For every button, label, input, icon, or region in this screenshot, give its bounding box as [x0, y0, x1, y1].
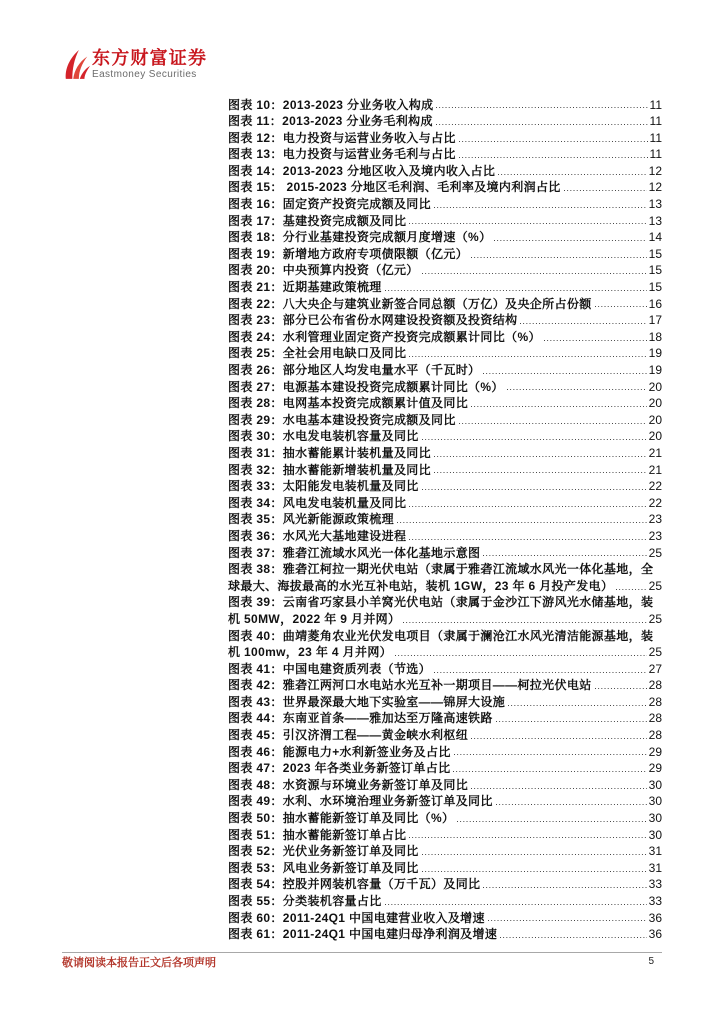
toc-entry-title: 2015-2023 分地区毛利润、毛利率及境内利润占比: [282, 180, 561, 195]
toc-entry[interactable]: [228, 876, 662, 893]
toc-leader-dots: [483, 555, 646, 556]
toc-entry-label: 图表 61：: [228, 927, 283, 942]
toc-entry[interactable]: [228, 296, 662, 313]
toc-entry-page: 31: [648, 844, 662, 859]
toc-entry[interactable]: [228, 130, 662, 147]
toc-entry[interactable]: [228, 312, 662, 329]
toc-entry-label: 图表 43：: [228, 694, 283, 709]
toc-entry-label: 图表 32：: [228, 462, 283, 477]
toc-entry-page: 30: [648, 811, 662, 826]
toc-leader-dots: [409, 837, 646, 838]
toc-entry[interactable]: [228, 146, 662, 163]
toc-leader-dots: [507, 389, 647, 390]
toc-entry-title: 抽水蓄能新增装机量及同比: [282, 462, 431, 477]
toc-leader-dots: [422, 439, 647, 440]
toc-leader-dots: [422, 273, 647, 274]
page-number: 5: [648, 956, 654, 967]
toc-entry[interactable]: [228, 213, 662, 230]
toc-entry-page: 11: [649, 97, 662, 112]
toc-entry-title: 东南亚首条——雅加达至万隆高速铁路: [282, 711, 493, 726]
toc-leader-dots: [595, 306, 647, 307]
toc-entry-title: 电力投资与运营业务收入与占比: [282, 130, 456, 145]
toc-entry-label: 图表 12：: [228, 130, 283, 145]
toc-leader-dots: [483, 887, 646, 888]
toc-entry-title: 云南省巧家县小羊窝光伏电站（隶属于金沙江下游风光水储基地，装: [282, 595, 654, 610]
toc-entry-page: 11: [649, 147, 662, 162]
toc-leader-dots: [494, 240, 646, 241]
toc-entry[interactable]: [228, 445, 662, 462]
toc-entry-title: 2013-2023 分业务毛利构成: [282, 114, 433, 129]
toc-leader-dots: [403, 622, 646, 623]
toc-leader-dots: [457, 821, 646, 822]
toc-entry-title: 水风光大基地建设进程: [282, 528, 407, 543]
toc-entry-page: 29: [648, 761, 662, 776]
toc-entry-page: 13: [648, 213, 662, 228]
toc-entry-title: 水电基本建设投资完成额及同比: [282, 412, 456, 427]
toc-leader-dots: [422, 854, 647, 855]
toc-entry-title: 控股并网装机容量（万千瓦）及同比: [282, 877, 481, 892]
toc-entry[interactable]: [228, 97, 662, 114]
toc-entry-title: 水电发电装机容量及同比: [282, 429, 419, 444]
toc-leader-dots: [409, 506, 646, 507]
toc-entry-title: 部分已公布省份水网建设投资额及投资结构: [282, 313, 518, 328]
toc-entry-label: 图表 27：: [228, 379, 283, 394]
toc-entry-page: 20: [648, 412, 662, 427]
toc-entry-page: 28: [648, 694, 662, 709]
toc-leader-dots: [500, 937, 646, 938]
toc-entry-title: 固定资产投资完成额及同比: [282, 197, 431, 212]
toc-entry[interactable]: [228, 379, 662, 396]
toc-leader-dots: [496, 804, 647, 805]
toc-leader-dots: [459, 423, 647, 424]
toc-entry-label: 图表 47：: [228, 761, 283, 776]
toc-leader-dots: [459, 141, 648, 142]
toc-leader-dots: [453, 771, 646, 772]
toc-entry-label: 图表 38：: [228, 562, 283, 577]
toc-entry-continuation[interactable]: [228, 578, 662, 595]
toc-entry-label: 图表 45：: [228, 728, 283, 743]
toc-entry-page: 25: [648, 645, 662, 660]
toc-entry-page: 36: [648, 927, 662, 942]
toc-entry-page: 33: [648, 894, 662, 908]
toc-entry-title: 2011-24Q1 中国电建营业收入及增速: [282, 910, 485, 925]
toc-entry-page: 20: [648, 429, 662, 444]
toc-leader-dots: [434, 672, 647, 673]
toc-leader-dots: [544, 340, 647, 341]
toc-entry-page: 27: [648, 661, 662, 676]
toc-entry-label: 图表 54：: [228, 877, 283, 892]
toc-entry-title: 2023 年各类业务新签订单占比: [282, 761, 451, 776]
toc-entry[interactable]: [228, 229, 662, 246]
toc-entry-label: 图表 41：: [228, 661, 283, 676]
toc-entry[interactable]: [228, 827, 662, 844]
toc-entry-page: 30: [648, 827, 662, 842]
toc-entry-title: 八大央企与建筑业新签合同总额（万亿）及央企所占份额: [282, 296, 592, 311]
toc-entry[interactable]: [228, 246, 662, 263]
toc-entry-label: 图表 25：: [228, 346, 283, 361]
toc-entry-label: 图表 18：: [228, 230, 283, 245]
toc-leader-dots: [471, 257, 647, 258]
toc-entry-page: 14: [648, 230, 662, 245]
toc-entry-page: 17: [648, 313, 662, 328]
toc-entry[interactable]: [228, 628, 662, 645]
toc-entry[interactable]: [228, 561, 662, 578]
toc-entry-title: 抽水蓄能新签订单及同比（%）: [282, 811, 455, 826]
toc-entry-title: 中央预算内投资（亿元）: [282, 263, 419, 278]
toc-leader-dots: [436, 124, 648, 125]
toc-leader-dots: [422, 489, 647, 490]
toc-entry-label: 图表 31：: [228, 445, 283, 460]
toc-entry-title: 雅砻江柯拉一期光伏电站（隶属于雅砻江流域水风光一体化基地，全: [282, 562, 654, 577]
toc-entry-page: 25: [648, 611, 662, 626]
toc-entry-label: 图表 14：: [228, 163, 283, 178]
toc-entry-title: 分类装机容量占比: [282, 894, 382, 908]
toc-entry-title: 全社会用电缺口及同比: [282, 346, 407, 361]
toc-entry[interactable]: [228, 412, 662, 429]
toc-entry[interactable]: [228, 727, 662, 744]
toc-entry-page: 21: [648, 445, 662, 460]
toc-entry-continuation[interactable]: [228, 644, 662, 661]
toc-entry-page: 22: [648, 495, 662, 510]
toc-leader-dots: [385, 290, 647, 291]
toc-entry-page: 19: [648, 363, 662, 377]
toc-leader-dots: [496, 721, 647, 722]
toc-entry[interactable]: [228, 462, 662, 479]
toc-entry[interactable]: [228, 860, 662, 877]
toc-entry-label: 图表 53：: [228, 860, 283, 875]
toc-entry-title: 风电发电装机量及同比: [282, 495, 407, 510]
toc-entry-label: 图表 11：: [228, 114, 283, 129]
toc-leader-dots: [385, 904, 647, 905]
toc-entry-label: 图表 36：: [228, 528, 283, 543]
toc-entry-title: 分行业基建投资完成额月度增速（%）: [282, 230, 492, 245]
toc-entry-title: 水资源与环境业务新签订单及同比: [282, 777, 469, 792]
toc-entry[interactable]: [228, 163, 662, 180]
toc-entry[interactable]: [228, 893, 662, 910]
toc-entry-label: 图表 35：: [228, 512, 283, 527]
toc-entry[interactable]: [228, 810, 662, 827]
toc-entry-label: 图表 17：: [228, 213, 283, 228]
toc-leader-dots: [483, 373, 646, 374]
toc-entry-title: 世界最深最大地下实验室——锦屏大设施: [282, 694, 506, 709]
toc-entry-label: 图表 22：: [228, 296, 283, 311]
toc-entry-title: 水利、水环境治理业务新签订单及同比: [282, 794, 493, 809]
toc-entry[interactable]: [228, 495, 662, 512]
toc-entry-title: 基建投资完成额及同比: [282, 213, 407, 228]
toc-leader-dots: [434, 456, 647, 457]
toc-entry-page: 16: [648, 296, 662, 311]
toc-entry-title: 雅砻江流域水风光一体化基地示意图: [282, 545, 481, 560]
toc-entry-title: 电力投资与运营业务毛利与占比: [282, 147, 456, 162]
toc-entry-label: 图表 30：: [228, 429, 283, 444]
footer-disclaimer: 敬请阅读本报告正文后各项声明: [62, 957, 216, 969]
toc-entry-title: 抽水蓄能累计装机量及同比: [282, 445, 431, 460]
toc-entry-label: 图表 52：: [228, 844, 283, 859]
toc-entry-title: 2011-24Q1 中国电建归母净利润及增速: [282, 927, 498, 942]
toc-entry-title: 能源电力+水利新签业务及占比: [282, 744, 451, 759]
toc-entry-page: 12: [648, 163, 662, 178]
toc-entry-page: 31: [648, 860, 662, 875]
toc-entry-page: 11: [649, 130, 662, 145]
toc-entry-page: 15: [648, 280, 662, 295]
toc-leader-dots: [434, 207, 647, 208]
toc-entry-label: 图表 13：: [228, 147, 283, 162]
toc-entry-page: 18: [648, 329, 662, 344]
toc-entry[interactable]: [228, 661, 662, 678]
toc-entry[interactable]: [228, 744, 662, 761]
toc-leader-dots: [395, 655, 647, 656]
toc-entry[interactable]: [228, 760, 662, 777]
toc-entry-label: 图表 48：: [228, 777, 283, 792]
toc-leader-dots: [454, 754, 647, 755]
toc-leader-dots: [434, 472, 647, 473]
toc-entry-title: 曲靖菱角农业光伏发电项目（隶属于澜沧江水风光清洁能源基地，装: [282, 628, 654, 643]
toc-entry-label: 图表 19：: [228, 246, 283, 261]
toc-leader-dots: [564, 190, 647, 191]
toc-entry[interactable]: [228, 843, 662, 860]
toc-entry-page: 28: [648, 728, 662, 743]
toc-entry-label: 图表 10：: [228, 97, 283, 112]
toc-entry[interactable]: [228, 926, 662, 943]
toc-entry[interactable]: [228, 262, 662, 279]
toc-entry-label: 图表 29：: [228, 412, 283, 427]
toc-leader-dots: [488, 920, 647, 921]
toc-entry-page: 25: [648, 545, 662, 560]
eastmoney-logo-icon: [63, 48, 91, 80]
toc-entry-label: 图表 46：: [228, 744, 283, 759]
toc-entry-label: 图表 44：: [228, 711, 283, 726]
toc-leader-dots: [471, 788, 647, 789]
toc-entry-label: 图表 49：: [228, 794, 283, 809]
toc-entry-label: 图表 50：: [228, 811, 283, 826]
toc-entry-page: 20: [648, 379, 662, 394]
toc-entry-label: 图表 39：: [228, 595, 283, 610]
toc-leader-dots: [409, 223, 646, 224]
toc-entry-page: 11: [649, 114, 662, 129]
toc-leader-dots: [422, 871, 647, 872]
toc-entry[interactable]: [228, 710, 662, 727]
toc-entry[interactable]: [228, 196, 662, 213]
toc-entry-page: 23: [648, 512, 662, 527]
brand-name-english: Eastmoney Securities: [92, 69, 197, 80]
toc-entry[interactable]: [228, 179, 662, 196]
toc-leader-dots: [616, 589, 646, 590]
toc-entry-title: 光伏业务新签订单及同比: [282, 844, 419, 859]
toc-entry-page: 23: [648, 528, 662, 543]
toc-entry-title: 2013-2023 分业务收入构成: [282, 97, 434, 112]
toc-entry-label: 图表 26：: [228, 363, 283, 377]
toc-entry[interactable]: [228, 345, 662, 362]
toc-entry-page: 19: [648, 346, 662, 361]
toc-entry-page: 15: [648, 263, 662, 278]
toc-entry-page: 30: [648, 777, 662, 792]
toc-entry-title: 中国电建资质列表（节选）: [282, 661, 431, 676]
toc-entry-title: 电源基本建设投资完成额累计同比（%）: [282, 379, 504, 394]
toc-entry-label: 图表 55：: [228, 894, 283, 908]
toc-entry-page: 25: [648, 578, 662, 593]
toc-entry-title: 风电业务新签订单及同比: [282, 860, 419, 875]
toc-entry[interactable]: [228, 528, 662, 545]
toc-entry-label: 图表 51：: [228, 827, 283, 842]
toc-entry-label: 图表 16：: [228, 197, 283, 212]
toc-entry-page: 36: [648, 910, 662, 925]
toc-entry-title: 太阳能发电装机量及同比: [282, 479, 419, 494]
toc-entry[interactable]: [228, 694, 662, 711]
toc-entry-label: 图表 42：: [228, 678, 283, 693]
toc-leader-dots: [508, 705, 647, 706]
toc-entry-label: 图表 37：: [228, 545, 283, 560]
toc-entry[interactable]: [228, 910, 662, 927]
toc-entry-label: 图表 15：: [228, 180, 283, 195]
toc-entry-label: 图表 21：: [228, 280, 283, 295]
toc-entry-label: 图表 33：: [228, 479, 283, 494]
toc-entry[interactable]: [228, 793, 662, 810]
toc-entry[interactable]: [228, 362, 662, 379]
toc-entry-page: 30: [648, 794, 662, 809]
toc-entry-title: 近期基建政策梳理: [282, 280, 382, 295]
toc-entry-page: 13: [648, 197, 662, 212]
toc-entry[interactable]: [228, 511, 662, 528]
brand-logo: [63, 47, 213, 83]
toc-entry-page: 29: [648, 744, 662, 759]
toc-entry-title: 2013-2023 分地区收入及境内收入占比: [282, 163, 496, 178]
toc-entry-label: 图表 23：: [228, 313, 283, 328]
toc-entry-title: 电网基本投资完成额累计值及同比: [282, 396, 469, 411]
toc-entry[interactable]: [228, 279, 662, 296]
toc-entry-title: 水利管理业固定资产投资完成额累计同比（%）: [282, 329, 541, 344]
toc-leader-dots: [520, 323, 646, 324]
toc-entry-page: 33: [648, 877, 662, 892]
toc-leader-dots: [436, 107, 647, 108]
toc-entry-page: 22: [648, 479, 662, 494]
toc-entry-label: 图表 24：: [228, 329, 283, 344]
toc-entry-page: 21: [648, 462, 662, 477]
toc-entry-page: 12: [648, 180, 662, 195]
toc-entry[interactable]: [228, 777, 662, 794]
toc-entry[interactable]: [228, 428, 662, 445]
toc-leader-dots: [595, 688, 647, 689]
toc-entry[interactable]: [228, 594, 662, 611]
toc-leader-dots: [498, 174, 646, 175]
toc-leader-dots: [409, 356, 646, 357]
toc-entry-page: 28: [648, 678, 662, 693]
toc-entry-title: 新增地方政府专项债限额（亿元）: [282, 246, 469, 261]
toc-entry-title: 引汉济渭工程——黄金峡水利枢纽: [282, 728, 469, 743]
toc-entry-page: 15: [648, 246, 662, 261]
toc-entry-page: 20: [648, 396, 662, 411]
toc-entry-label: 图表 34：: [228, 495, 283, 510]
toc-entry[interactable]: [228, 395, 662, 412]
toc-entry-continuation[interactable]: [228, 611, 662, 628]
toc-leader-dots: [471, 738, 647, 739]
toc-entry-label: 图表 40：: [228, 628, 283, 643]
toc-leader-dots: [471, 406, 647, 407]
brand-name-chinese: 东方财富证券: [92, 48, 208, 68]
toc-entry[interactable]: [228, 545, 662, 562]
toc-entry-title: 雅砻江两河口水电站水光互补一期项目——柯拉光伏电站: [282, 678, 592, 693]
toc-entry-label: 图表 28：: [228, 396, 283, 411]
toc-leader-dots: [459, 157, 648, 158]
figure-table-of-contents: [228, 97, 662, 943]
toc-entry[interactable]: [228, 677, 662, 694]
toc-entry-title: 风光新能源政策梳理: [282, 512, 394, 527]
toc-entry-page: 28: [648, 711, 662, 726]
toc-entry[interactable]: [228, 329, 662, 346]
toc-entry-title: 部分地区人均发电量水平（千瓦时）: [282, 363, 481, 377]
toc-entry[interactable]: [228, 113, 662, 130]
toc-entry-label: 图表 20：: [228, 263, 283, 278]
toc-entry-title-continued: 机 100mw，23 年 4 月并网）: [228, 645, 393, 660]
footer-divider: [62, 952, 662, 953]
toc-entry-title-continued: 球最大、海拔最高的水光互补电站，装机 1GW，23 年 6 月投产发电）: [228, 578, 614, 593]
toc-entry-label: 图表 60：: [228, 910, 283, 925]
toc-leader-dots: [397, 522, 647, 523]
toc-entry-title-continued: 机 50MW，2022 年 9 月并网）: [228, 611, 401, 626]
toc-entry[interactable]: [228, 478, 662, 495]
toc-entry-title: 抽水蓄能新签订单占比: [282, 827, 407, 842]
toc-leader-dots: [409, 539, 646, 540]
